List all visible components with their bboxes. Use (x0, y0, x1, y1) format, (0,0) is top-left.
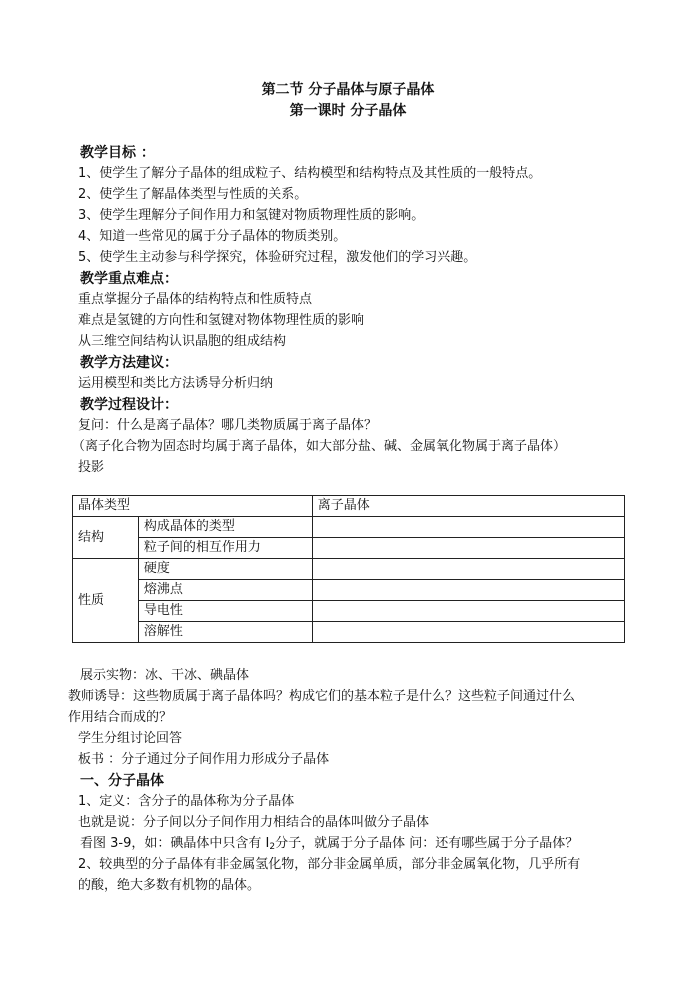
review-answer: （离子化合物为固态时均属于离子晶体，如大部分盐、碱、金属氧化物属于离子晶体） (72, 439, 567, 454)
table-row (73, 580, 625, 601)
table-cell-label: 熔沸点 (138, 580, 312, 601)
table-property-label: 性质 (73, 559, 139, 643)
objective-item: 3、使学生理解分子间作用力和氢键对物质物理性质的影响。 (78, 208, 425, 223)
table-cell-empty (312, 538, 624, 559)
key-point-item: 难点是氢键的方向性和氢键对物体物理性质的影响 (78, 313, 365, 328)
table-cell-empty (312, 622, 624, 643)
definition-explained: 也就是说：分子间以分子间作用力相结合的晶体叫做分子晶体 (78, 815, 430, 830)
page-title: 第二节 分子晶体与原子晶体 (261, 82, 435, 98)
table-cell-label: 粒子间的相互作用力 (138, 538, 312, 559)
board-note: 板书 ：分子通过分子间作用力形成分子晶体 (78, 752, 330, 767)
table-structure-label: 结构 (73, 517, 139, 559)
page-subtitle: 第一课时 分子晶体 (289, 103, 407, 119)
iodine-subscript: 2 (269, 842, 276, 852)
figure-reference-post: 分子，就属于分子晶体 问：还有哪些属于分子晶体？ (275, 836, 579, 851)
table-cell-empty (312, 601, 624, 622)
table-cell-empty (312, 559, 624, 580)
objective-item: 5、使学生主动参与科学探究，体验研究过程，激发他们的学习兴趣。 (78, 250, 477, 265)
section-one-heading: 一、分子晶体 (80, 773, 164, 789)
table-row (73, 517, 625, 538)
objective-item: 4、知道一些常见的属于分子晶体的物质类别。 (78, 229, 347, 244)
methods-text: 运用模型和类比方法诱导分析归纳 (78, 376, 274, 391)
student-discussion: 学生分组讨论回答 (78, 731, 183, 746)
table-cell-label: 导电性 (138, 601, 312, 622)
objective-item: 2、使学生了解晶体类型与性质的关系。 (78, 187, 308, 202)
table-row (73, 622, 625, 643)
table-row (73, 538, 625, 559)
table-cell-label: 溶解性 (138, 622, 312, 643)
show-items: 展示实物：冰、干冰、碘晶体 (80, 668, 250, 683)
objectives-heading: 教学目标 ： (80, 145, 155, 161)
table-cell-empty (312, 517, 624, 538)
methods-heading: 教学方法建议： (80, 355, 178, 371)
typical-examples-cont: 的酸，绝大多数有机物的晶体。 (78, 878, 261, 893)
key-point-item: 重点掌握分子晶体的结构特点和性质特点 (78, 292, 313, 307)
teacher-guide-cont: 作用结合而成的？ (68, 710, 173, 725)
definition: 1、定义：含分子的晶体称为分子晶体 (78, 794, 295, 809)
table-header-type: 晶体类型 (73, 496, 313, 517)
objective-item: 1、使学生了解分子晶体的组成粒子、结构模型和结构特点及其性质的一般特点。 (78, 166, 542, 181)
teacher-guide: 教师诱导：这些物质属于离子晶体吗？构成它们的基本粒子是什么？这些粒子间通过什么 (68, 689, 576, 704)
key-point-item: 从三维空间结构认识晶胞的组成结构 (78, 334, 287, 349)
table-header-ionic: 离子晶体 (312, 496, 624, 517)
table-cell-label: 构成晶体的类型 (138, 517, 312, 538)
crystal-comparison-table (72, 495, 625, 643)
table-cell-label: 硬度 (138, 559, 312, 580)
table-cell-empty (312, 580, 624, 601)
key-points-heading: 教学重点难点： (80, 271, 178, 287)
review-question: 复问：什么是离子晶体？哪几类物质属于离子晶体？ (78, 418, 378, 433)
figure-reference-pre: 看图 3-9，如：碘晶体中只含有 I (80, 836, 270, 851)
typical-examples: 2、较典型的分子晶体有非金属氢化物，部分非金属单质，部分非金属氧化物，几乎所有 (78, 857, 581, 872)
process-heading: 教学过程设计： (80, 397, 178, 413)
table-row (73, 496, 625, 517)
projection-label: 投影 (78, 460, 105, 475)
figure-reference (80, 835, 578, 856)
table-row (73, 601, 625, 622)
table-row (73, 559, 625, 580)
